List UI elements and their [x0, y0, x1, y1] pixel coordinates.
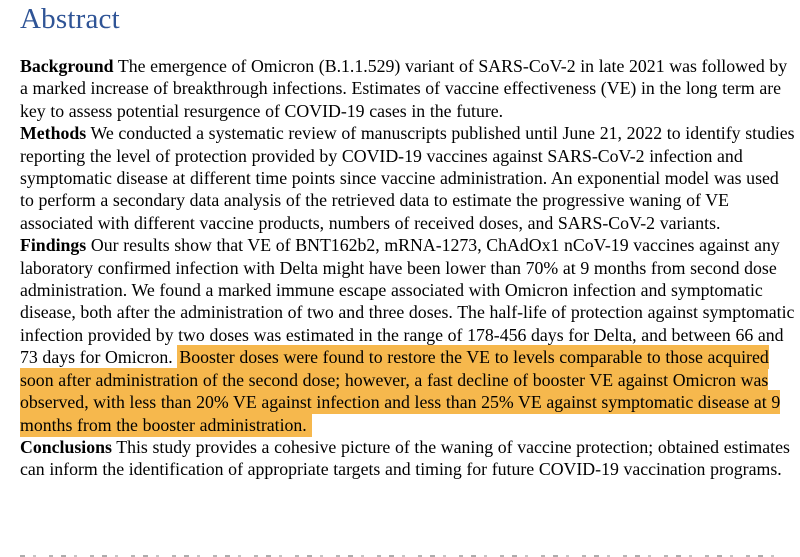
- cropped-next-line-fragment: [20, 555, 778, 557]
- conclusions-paragraph: [20, 436, 796, 481]
- background-paragraph: [20, 55, 796, 122]
- findings-paragraph: [20, 234, 796, 436]
- methods-text: We conducted a systematic review of manuscripts published until June 21, 2022 to identify studies reporting the level of protection provided by COVID-19 vaccines against SARS-CoV-2 infection and symptomatic disease at different time points since vaccine administration. An exponential model was used to perform a secondary data analysis of the retrieved data to estimate the progressive waning of VE associated with different vaccine products, numbers of received doses, and SARS-CoV-2 variants.: [20, 123, 795, 233]
- abstract-heading: Abstract: [20, 3, 120, 35]
- findings-label: Findings: [20, 235, 87, 256]
- conclusions-label: Conclusions: [20, 436, 112, 457]
- background-label: Background: [20, 56, 114, 76]
- conclusions-text: This study provides a cohesive picture of the waning of vaccine protection; obtained estimates can inform the identification of appropriate targets and timing for future COVID-19 vaccination programs.: [20, 436, 790, 480]
- methods-label: Methods: [20, 123, 87, 144]
- methods-paragraph: [20, 122, 796, 234]
- findings-highlighted-text: Booster doses were found to restore the VE to levels comparable to those acquired soon after administration of the second dose; however, a fast decline of booster VE against Omicron was observed, with less than 20% VE against infection and less than 25% VE against symptomatic disease at 9 months from the booster administration.: [20, 347, 781, 435]
- findings-text: Our results show that VE of BNT162b2, mRNA-1273, ChAdOx1 nCoV-19 vaccines against any laboratory confirmed infection with Delta might have been lower than 70% at 9 months from second dose administration. We found a marked immune escape associated with Omicron infection and symptomatic disease, both after the administration of two and three doses. The half-life of protection against symptomatic infection provided by two doses was estimated in the range of 178-456 days for Delta, and between 66 and 73 days for Omicron.: [20, 235, 795, 368]
- background-text: The emergence of Omicron (B.1.1.529) variant of SARS-CoV-2 in late 2021 was followed by a marked increase of breakthrough infections. Estimates of vaccine effectiveness (VE) in the long term are key to assess potential resurgence of COVID-19 cases in the future.: [20, 56, 788, 121]
